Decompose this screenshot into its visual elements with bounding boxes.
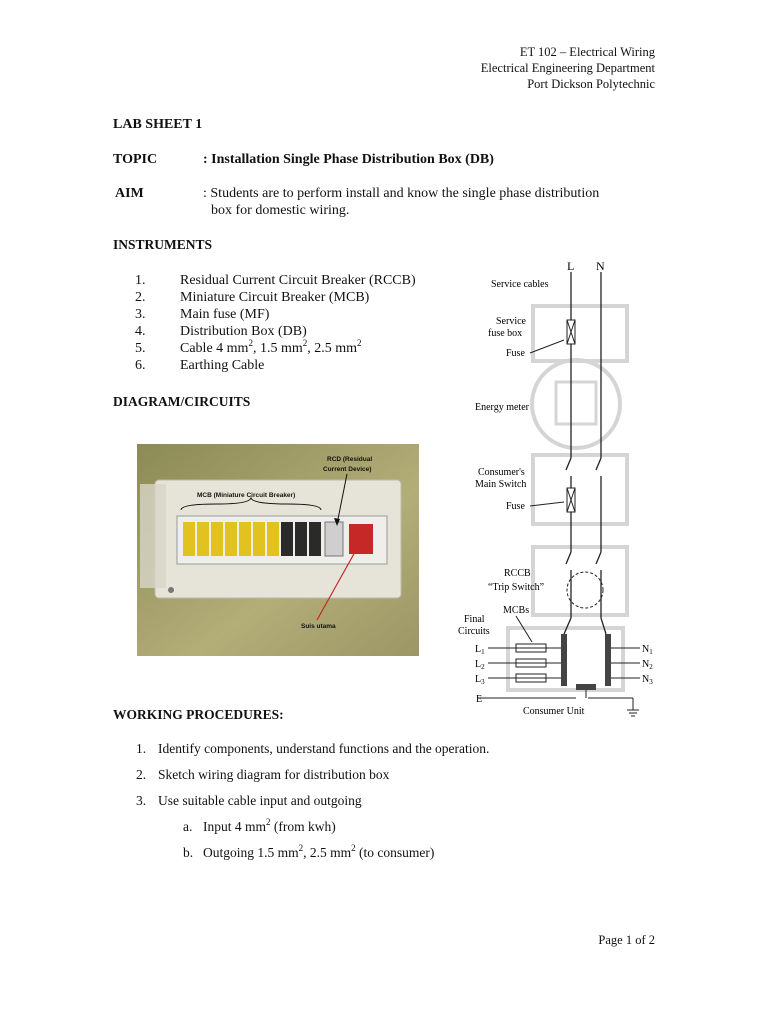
neutral-label: N	[596, 259, 605, 273]
list-item: 1. Residual Current Circuit Breaker (RCCB)	[135, 273, 416, 288]
rcd-label-2: Current Device)	[323, 466, 372, 473]
procedure-substep: b. Outgoing 1.5 $mm^2$, 2.5 $mm^2$ (to consumer)	[183, 843, 435, 860]
instruments-list	[135, 272, 416, 374]
list-item: 4. Distribution Box (DB)	[135, 324, 307, 339]
procedure-step: 2. Sketch wiring diagram for distribution box	[136, 767, 390, 782]
page-number: Page 1 of 2	[598, 933, 655, 947]
procedure-step: 3. Use suitable cable input and outgoing	[136, 793, 362, 808]
l1-label: $L_1$	[475, 644, 485, 656]
n2-label: $N_2$	[642, 659, 653, 671]
topic-text: : Installation Single Phase Distribution Box (DB)	[203, 152, 494, 167]
service-fuse-label-1: Service	[496, 316, 526, 327]
aim-line-1: : Students are to perform install and know the single phase distribution	[203, 186, 600, 201]
service-fuse-label-2: fuse box	[488, 328, 523, 339]
list-item: 6. Earthing Cable	[135, 358, 265, 373]
energy-meter-label: Energy meter	[475, 402, 529, 413]
l3-label: $L_3$	[475, 674, 485, 686]
list-item: 2. Miniature Circuit Breaker (MCB)	[135, 290, 370, 305]
list-item: 3. Main fuse (MF)	[135, 307, 270, 322]
course-code: ET 102 – Electrical Wiring	[519, 45, 655, 59]
rccb-label-1: RCCB	[504, 568, 531, 579]
l2-label: $L_2$	[475, 659, 485, 671]
consumer-unit-label: Consumer Unit	[523, 706, 585, 717]
line-label: L	[567, 259, 575, 273]
rccb-label-2: “Trip Switch”	[488, 582, 545, 593]
fuse-label-1: Fuse	[506, 348, 525, 359]
diagram-heading: DIAGRAM/CIRCUITS	[113, 394, 251, 409]
main-switch-label: Suis utama	[301, 623, 336, 630]
rcd-label-1: RCD (Residual	[327, 456, 373, 463]
main-switch-label-1: Consumer's	[478, 467, 525, 478]
service-cables-label: Service cables	[491, 279, 549, 290]
aim-label: AIM	[115, 186, 144, 201]
procedure-substep: a. Input 4 $mm^2$ (from kwh)	[183, 817, 336, 834]
earth-label: E	[476, 694, 483, 705]
wiring-schematic	[448, 258, 660, 720]
final-circuits-label-2: Circuits	[458, 626, 490, 637]
n1-label: $N_1$	[642, 644, 653, 656]
n3-label: $N_3$	[642, 674, 653, 686]
fuse-label-2: Fuse	[506, 501, 525, 512]
mcb-label: MCB (Miniature Circuit Breaker)	[197, 492, 296, 499]
procedures-heading: WORKING PROCEDURES:	[113, 707, 284, 722]
instruments-heading: INSTRUMENTS	[113, 237, 213, 252]
mcbs-label: MCBs	[503, 605, 530, 616]
document-header	[481, 44, 655, 92]
topic-label: TOPIC	[113, 152, 158, 167]
procedure-step: 1. Identify components, understand functions and the operation.	[136, 741, 490, 756]
distribution-box-photo	[137, 444, 419, 656]
department-name: Electrical Engineering Department	[480, 61, 655, 75]
final-circuits-label-1: Final	[464, 614, 485, 625]
institution-name: Port Dickson Polytechnic	[527, 77, 655, 91]
main-switch-label-2: Main Switch	[475, 479, 527, 490]
aim-line-2: box for domestic wiring.	[211, 203, 350, 218]
lab-sheet-title: LAB SHEET 1	[113, 117, 203, 132]
list-item: 5. Cable 4 $mm^2$, 1.5 $mm^2$, 2.5 $mm^2$	[135, 338, 362, 356]
